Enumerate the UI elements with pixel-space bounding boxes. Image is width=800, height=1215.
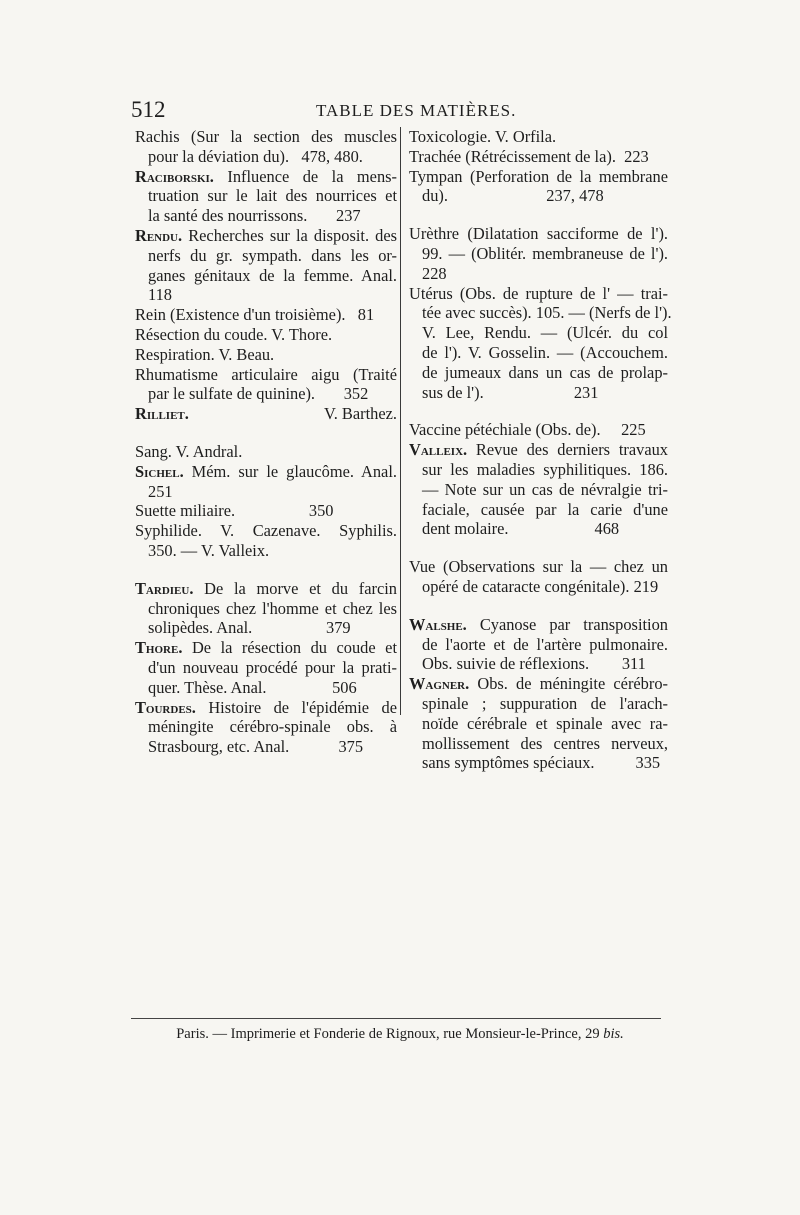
- entry-line: [135, 226, 397, 246]
- entry-line: [135, 384, 397, 404]
- index-entry: [409, 147, 668, 167]
- entry-text: Toxicologie. V. Orfila.: [409, 127, 557, 146]
- entry-text: truation sur le lait des nourrices et: [148, 186, 397, 206]
- entry-text: du). 237, 478: [422, 186, 604, 206]
- entry-line: [409, 460, 668, 480]
- entry-line: [409, 224, 668, 244]
- entry-text: De la résection du coude et: [182, 638, 397, 658]
- entry-line: [135, 501, 397, 521]
- entry-text: quer. Thèse. Anal. 506: [148, 677, 357, 697]
- entry-text: Respiration. V. Beau.: [135, 344, 275, 364]
- entry-text: la santé des nourrissons. 237: [148, 206, 361, 226]
- entry-line: [409, 167, 668, 187]
- entry-line: [409, 244, 668, 264]
- entry-text: De la morve et du farcin: [193, 578, 397, 598]
- entry-line: [135, 638, 397, 658]
- index-entry: [135, 462, 397, 502]
- entry-line: [409, 186, 668, 206]
- author-name: Sichel.: [135, 461, 184, 481]
- entry-text: méningite cérébro-spinale obs. à: [148, 717, 397, 737]
- entry-text: tée avec succès). 105. — (Nerfs de l').: [422, 303, 672, 323]
- index-entry: [409, 167, 668, 207]
- imprint-bis: bis.: [603, 1026, 624, 1042]
- author-name: Wagner.: [409, 674, 470, 694]
- entry-line: [135, 404, 397, 424]
- entry-line: [135, 365, 397, 385]
- entry-text: Obs. suivie de réflexions. 311: [422, 654, 646, 674]
- entry-text: de l'). V. Gosselin. — (Accouchem.: [422, 342, 668, 362]
- entry-text: Rhumatisme articulaire aigu (Traité: [135, 364, 397, 384]
- entry-text: sus de l'). 231: [422, 382, 599, 402]
- entry-line: [409, 654, 668, 674]
- entry-line: [135, 717, 397, 737]
- entry-text: mollissement des centres nerveux,: [422, 733, 668, 753]
- entry-text: 99. — (Oblitér. membraneuse de l').: [422, 243, 668, 263]
- entry-text: V. Lee, Rendu. — (Ulcér. du col: [422, 323, 668, 343]
- entry-line: [135, 246, 397, 266]
- entry-line: [409, 694, 668, 714]
- entry-line: [409, 383, 668, 403]
- imprint-footer: [0, 1026, 800, 1043]
- index-entry: [135, 638, 397, 697]
- entry-text: 228: [422, 263, 447, 283]
- entry-text: spinale ; suppuration de l'arach-: [422, 693, 668, 713]
- author-name: Rilliet.: [135, 404, 189, 424]
- entry-text: Obs. de méningite cérébro-: [469, 674, 668, 694]
- index-entry: [409, 440, 668, 539]
- entry-line: [135, 541, 397, 561]
- entry-line: [135, 618, 397, 638]
- entry-line: [409, 147, 668, 167]
- index-entry: [409, 674, 668, 773]
- entry-text: Sang. V. Andral.: [135, 441, 243, 461]
- entry-text: 350. — V. Valleix.: [148, 540, 270, 560]
- entry-line: [135, 127, 397, 147]
- entry-line: [409, 577, 668, 597]
- entry-text: par le sulfate de quinine). 352: [148, 384, 369, 404]
- author-name: Tardieu.: [135, 578, 194, 598]
- entry-text: nerfs du gr. sympath. dans les or-: [148, 245, 397, 265]
- entry-text: — Note sur un cas de névralgie tri-: [422, 479, 668, 499]
- index-entry: [135, 698, 397, 757]
- entry-line: [409, 420, 668, 440]
- entry-line: [135, 186, 397, 206]
- entry-line: [135, 285, 397, 305]
- entry-text: Recherches sur la disposit. des: [182, 225, 397, 245]
- entry-line: [135, 658, 397, 678]
- index-entry: [409, 283, 672, 403]
- entry-line: [409, 753, 668, 773]
- entry-text: Urèthre (Dilatation sacciforme de l').: [409, 224, 668, 244]
- entry-line: [409, 674, 668, 694]
- entry-text: Tympan (Perforation de la membrane: [409, 166, 668, 186]
- entry-line: [409, 440, 668, 460]
- entry-text: sur les maladies syphilitiques. 186.: [422, 459, 668, 479]
- entry-line: [135, 266, 397, 286]
- entry-line: [409, 714, 668, 734]
- entry-line: [409, 127, 668, 147]
- entry-text: solipèdes. Anal. 379: [148, 618, 351, 638]
- entry-line: [409, 303, 672, 323]
- entry-text: pour la déviation du). 478, 480.: [148, 146, 363, 166]
- entry-text: Vaccine pétéchiale (Obs. de). 225: [409, 420, 646, 440]
- entry-text: Rein (Existence d'un troisième). 81: [135, 305, 375, 325]
- entry-line: [135, 305, 397, 325]
- author-name: Tourdes.: [135, 697, 196, 717]
- entry-line: [135, 147, 397, 167]
- index-entry: [135, 501, 397, 521]
- column-divider: [400, 127, 401, 715]
- entry-text: Rachis (Sur la section des muscles: [135, 127, 397, 146]
- entry-line: [135, 482, 397, 502]
- entry-line: [135, 167, 397, 187]
- entry-text: 251: [148, 481, 173, 501]
- index-entry: [135, 325, 397, 345]
- entry-text: de jumeaux dans un cas de prolap-: [422, 362, 668, 382]
- entry-text: Syphilide. V. Cazenave. Syphilis.: [135, 521, 397, 541]
- right-column: [409, 127, 672, 773]
- index-entry: [135, 226, 397, 305]
- entry-text: opéré de cataracte congénitale). 219: [422, 576, 659, 596]
- page-title: TABLE DES MATIÈRES.: [316, 101, 517, 120]
- entry-line: [135, 678, 397, 698]
- index-entry: [409, 615, 668, 674]
- entry-text: Résection du coude. V. Thore.: [135, 324, 333, 344]
- entry-text: Trachée (Rétrécissement de la). 223: [409, 146, 649, 166]
- index-entry: [135, 579, 397, 638]
- footer-rule: [131, 1018, 661, 1019]
- entry-line: [409, 480, 668, 500]
- index-entry: [409, 224, 668, 283]
- entry-text: dent molaire. 468: [422, 519, 620, 539]
- index-entry: [135, 305, 397, 325]
- imprint-text: Paris. — Imprimerie et Fonderie de Rignoux, rue Monsieur-le-Prince, 29: [176, 1026, 600, 1042]
- entry-text: ganes génitaux de la femme. Anal.: [148, 265, 397, 285]
- index-entry: [135, 442, 397, 462]
- entry-text: noïde cérébrale et spinale avec ra-: [422, 713, 668, 733]
- entry-text: faciale, causée par la carie d'une: [422, 499, 668, 519]
- entry-text: Revue des derniers travaux: [467, 440, 668, 460]
- entry-line: [135, 698, 397, 718]
- entry-line: [409, 284, 668, 304]
- entry-line: [135, 325, 397, 345]
- author-name: Walshe.: [409, 614, 467, 634]
- entry-line: [135, 442, 397, 462]
- entry-line: [409, 363, 668, 383]
- entry-line: [409, 635, 668, 655]
- entry-line: [135, 737, 397, 757]
- left-column: [135, 127, 397, 757]
- entry-text: V. Barthez.: [320, 404, 397, 424]
- entry-line: [409, 264, 668, 284]
- entry-text: Mém. sur le glaucôme. Anal.: [183, 461, 397, 481]
- entry-text: sans symptômes spéciaux. 335: [422, 753, 661, 773]
- entry-line: [135, 206, 397, 226]
- entry-line: [409, 557, 668, 577]
- index-entry: [135, 345, 397, 365]
- entry-line: [135, 345, 397, 365]
- index-entry: [135, 167, 397, 226]
- entry-text: d'un nouveau procédé pour la prati-: [148, 657, 397, 677]
- index-entry: [135, 127, 397, 167]
- entry-text: Influence de la mens-: [213, 166, 397, 186]
- entry-line: [409, 734, 668, 754]
- index-entry: [135, 521, 397, 561]
- entry-text: Vue (Observations sur la — chez un: [409, 557, 668, 577]
- entry-line: [135, 462, 397, 482]
- entry-text: chroniques chez l'homme et chez les: [148, 598, 397, 618]
- entry-line: [409, 615, 668, 635]
- entry-text: Suette miliaire. 350: [135, 501, 334, 521]
- entry-line: [409, 323, 668, 343]
- index-entry: [135, 365, 397, 405]
- author-name: Raciborski.: [135, 166, 214, 186]
- author-name: Thore.: [135, 638, 183, 658]
- index-entry: [135, 404, 397, 424]
- author-name: Valleix.: [409, 440, 468, 460]
- entry-text: Utérus (Obs. de rupture de l' — trai-: [409, 283, 668, 303]
- entry-line: [409, 343, 668, 363]
- entry-text: de l'aorte et de l'artère pulmonaire.: [422, 634, 668, 654]
- page-number: 512: [131, 97, 166, 122]
- index-entry: [409, 127, 668, 147]
- index-entry: [409, 420, 668, 440]
- entry-line: [409, 519, 668, 539]
- entry-line: [409, 500, 668, 520]
- entry-text: Strasbourg, etc. Anal. 375: [148, 737, 364, 757]
- entry-line: [135, 599, 397, 619]
- entry-text: Cyanose par transposition: [466, 614, 668, 634]
- index-entry: [409, 557, 668, 597]
- entry-line: [135, 579, 397, 599]
- entry-line: [135, 521, 397, 541]
- author-name: Rendu.: [135, 225, 183, 245]
- entry-text: Histoire de l'épidémie de: [195, 697, 397, 717]
- entry-text: 118: [148, 285, 172, 305]
